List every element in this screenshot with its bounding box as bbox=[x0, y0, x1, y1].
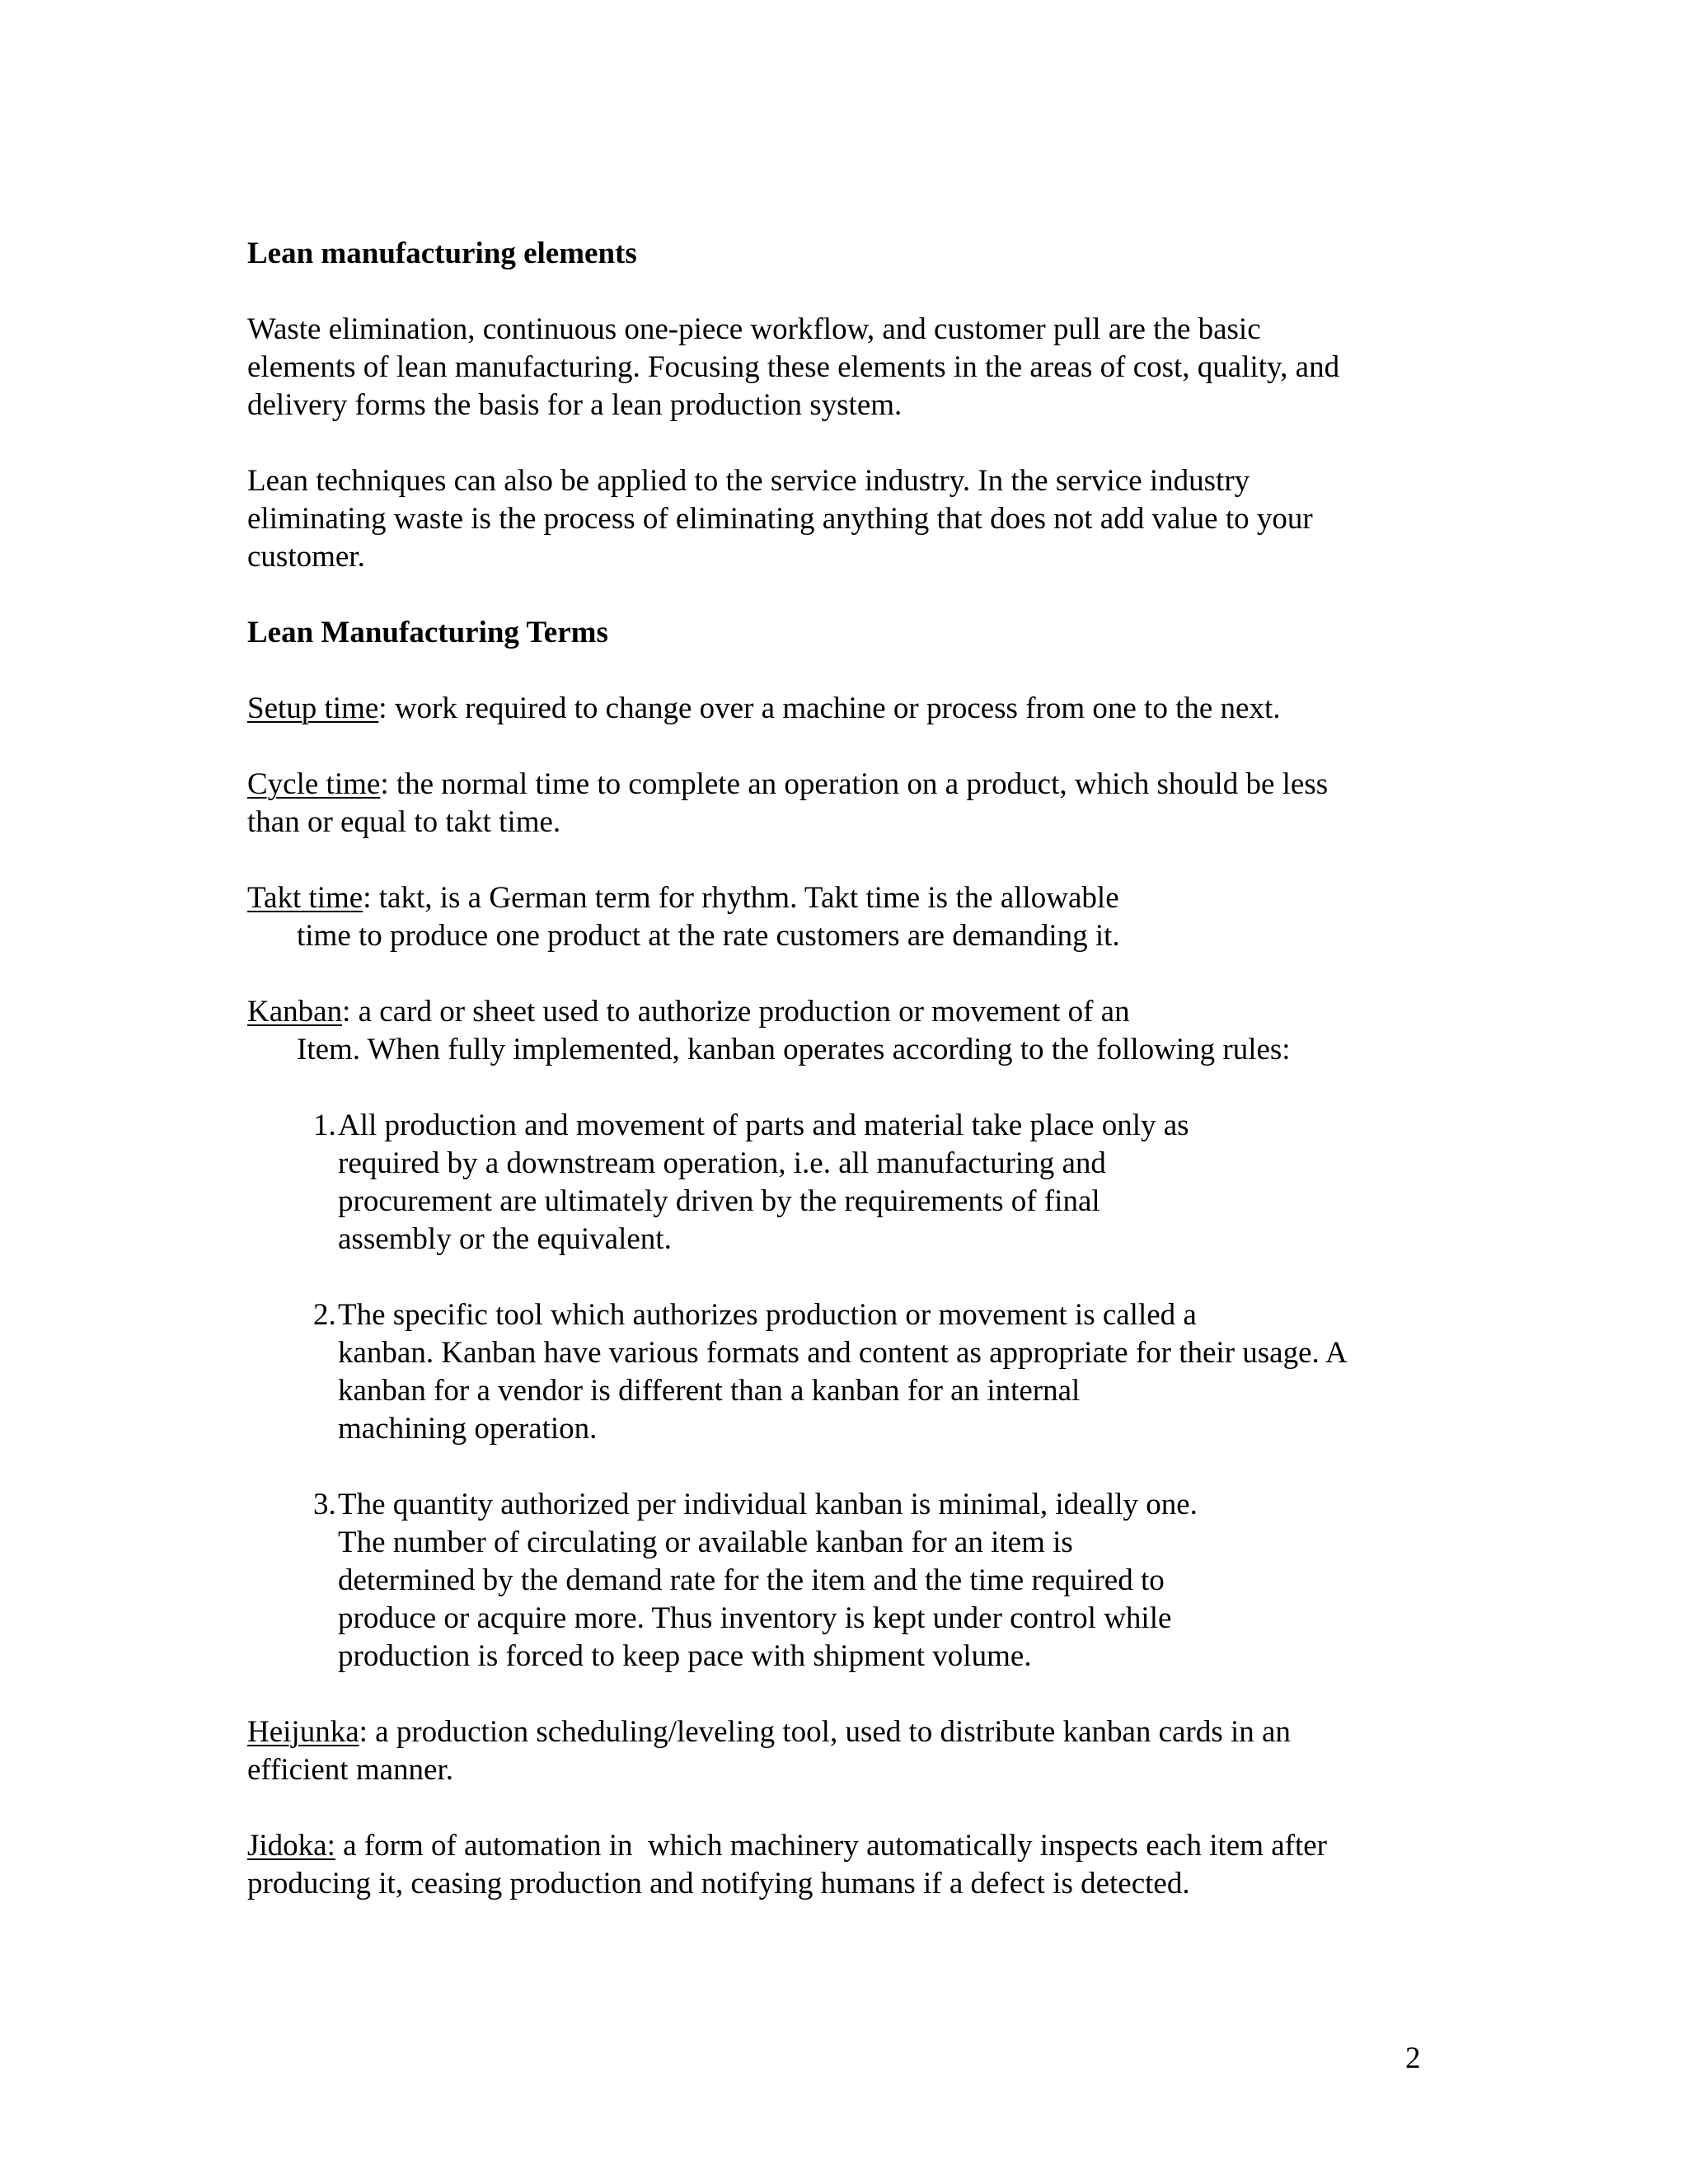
term-definition: : takt, is a German term for rhythm. Takt time is the allowable bbox=[363, 881, 1119, 915]
text-line: Waste elimination, continuous one-piece workflow, and customer pull are the basic bbox=[247, 312, 1261, 346]
text-line: customer. bbox=[247, 540, 365, 574]
list-number: 2. bbox=[313, 1298, 336, 1332]
term-heijunka bbox=[247, 1713, 1451, 1789]
page-content bbox=[247, 235, 1451, 1903]
text-line: kanban for a vendor is different than a kanban for an internal bbox=[338, 1374, 1081, 1408]
term-kanban bbox=[247, 993, 1451, 1069]
term-label: Setup time bbox=[247, 691, 379, 725]
list-number: 1. bbox=[313, 1108, 336, 1142]
text-line: delivery forms the basis for a lean production system. bbox=[247, 388, 903, 422]
section-heading-elements: Lean manufacturing elements bbox=[247, 237, 637, 270]
text-line: assembly or the equivalent. bbox=[338, 1222, 672, 1256]
term-definition: : the normal time to complete an operation on a product, which should be less bbox=[380, 767, 1329, 801]
text-line: producing it, ceasing production and notifying humans if a defect is detected. bbox=[247, 1867, 1190, 1900]
text-line: procurement are ultimately driven by the requirements of final bbox=[338, 1184, 1100, 1218]
text-line: elements of lean manufacturing. Focusing these elements in the areas of cost, quality, and bbox=[247, 350, 1340, 384]
text-line: kanban. Kanban have various formats and content as appropriate for their usage. A bbox=[338, 1336, 1348, 1370]
text-line: The quantity authorized per individual kanban is minimal, ideally one. bbox=[338, 1488, 1198, 1521]
term-cycle-time bbox=[247, 766, 1451, 841]
text-line: than or equal to takt time. bbox=[247, 805, 561, 839]
term-label: Kanban bbox=[247, 995, 343, 1029]
paragraph-elements-intro bbox=[247, 311, 1451, 424]
text-line: The number of circulating or available kanban for an item is bbox=[338, 1526, 1073, 1559]
page-number: 2 bbox=[1405, 2041, 1421, 2075]
text-line: machining operation. bbox=[338, 1412, 598, 1446]
paragraph-service-industry bbox=[247, 462, 1451, 576]
text-line: production is forced to keep pace with shipment volume. bbox=[338, 1639, 1032, 1673]
term-definition: : a production scheduling/leveling tool, used to distribute kanban cards in an bbox=[359, 1715, 1291, 1749]
text-line: All production and movement of parts and material take place only as bbox=[338, 1108, 1189, 1142]
text-line: produce or acquire more. Thus inventory is kept under control while bbox=[338, 1601, 1172, 1635]
kanban-rule-2 bbox=[247, 1296, 1451, 1448]
text-line: determined by the demand rate for the item and the time required to bbox=[338, 1563, 1165, 1597]
term-definition: : work required to change over a machine or process from one to the next. bbox=[378, 691, 1281, 725]
section-heading-terms: Lean Manufacturing Terms bbox=[247, 616, 608, 649]
term-setup-time bbox=[247, 690, 1451, 728]
text-line: time to produce one product at the rate customers are demanding it. bbox=[297, 919, 1120, 953]
text-line: The specific tool which authorizes production or movement is called a bbox=[338, 1298, 1197, 1332]
term-takt-time bbox=[247, 879, 1451, 955]
term-label: Cycle time bbox=[247, 767, 381, 801]
kanban-rule-3 bbox=[247, 1486, 1451, 1675]
term-definition: a form of automation in which machinery automatically inspects each item after bbox=[335, 1829, 1327, 1863]
term-label: Heijunka bbox=[247, 1715, 359, 1749]
text-line: efficient manner. bbox=[247, 1753, 453, 1787]
term-label: Jidoka: bbox=[247, 1829, 335, 1863]
text-line: required by a downstream operation, i.e. all manufacturing and bbox=[338, 1146, 1106, 1180]
kanban-rule-1 bbox=[247, 1107, 1451, 1258]
text-line: Item. When fully implemented, kanban operates according to the following rules: bbox=[297, 1033, 1291, 1066]
list-number: 3. bbox=[313, 1488, 336, 1521]
text-line: eliminating waste is the process of eliminating anything that does not add value to your bbox=[247, 502, 1313, 536]
term-label: Takt time bbox=[247, 881, 363, 915]
text-line: Lean techniques can also be applied to the service industry. In the service industry bbox=[247, 464, 1250, 498]
term-jidoka bbox=[247, 1827, 1451, 1903]
term-definition: : a card or sheet used to authorize production or movement of an bbox=[342, 995, 1130, 1029]
